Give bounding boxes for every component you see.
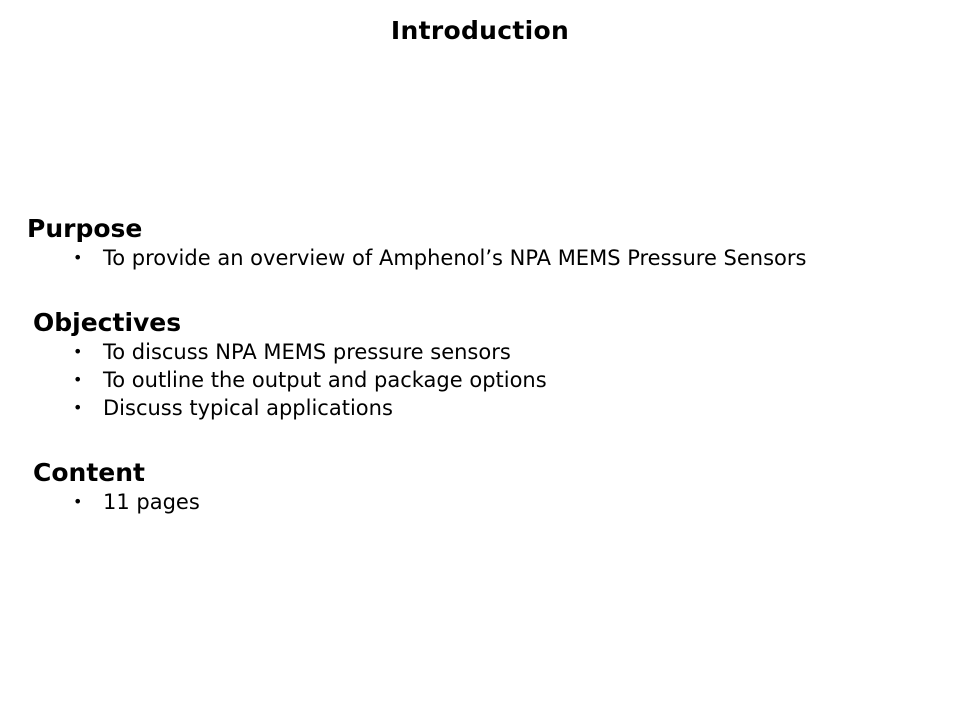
list-item-text: Discuss typical applications xyxy=(103,396,393,420)
list-item xyxy=(33,366,547,394)
content-section xyxy=(33,458,200,516)
bullet-list xyxy=(33,488,200,516)
objectives-section xyxy=(33,308,547,422)
bullet-icon: • xyxy=(73,248,83,267)
purpose-section xyxy=(27,214,806,272)
bullet-list xyxy=(33,338,547,422)
list-item-text: 11 pages xyxy=(103,490,200,514)
bullet-icon: • xyxy=(73,342,83,361)
list-item-text: To discuss NPA MEMS pressure sensors xyxy=(103,340,511,364)
section-heading: Objectives xyxy=(33,308,182,337)
bullet-icon: • xyxy=(73,398,83,417)
bullet-icon: • xyxy=(73,492,83,511)
list-item xyxy=(27,244,806,272)
list-item xyxy=(33,394,547,422)
list-item-text: To outline the output and package options xyxy=(103,368,547,392)
list-item xyxy=(33,488,200,516)
section-heading: Purpose xyxy=(27,214,143,243)
bullet-list xyxy=(27,244,806,272)
slide-title: Introduction xyxy=(390,16,570,45)
list-item-text: To provide an overview of Amphenol’s NPA MEMS Pressure Sensors xyxy=(103,246,807,270)
section-heading: Content xyxy=(33,458,145,487)
bullet-icon: • xyxy=(73,370,83,389)
list-item xyxy=(33,338,547,366)
